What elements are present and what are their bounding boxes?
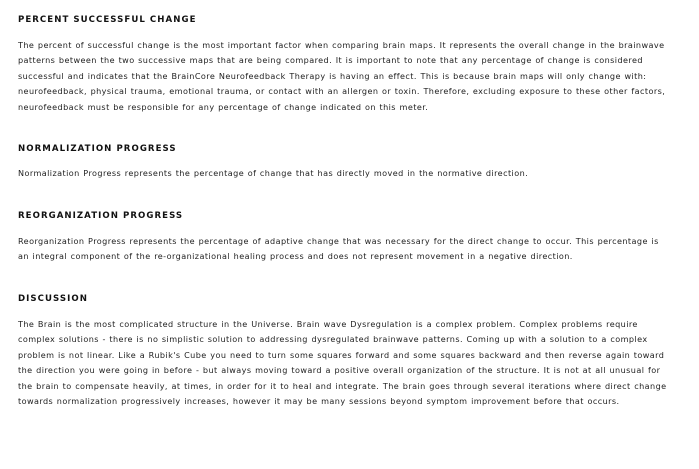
section-body: The percent of successful change is the most important factor when comparing brain maps. It represents the overall change in the brainwave patterns between the two successive maps that are being compared. It is important to note that any percentage of change is considered successful and indicates that the BrainCore Neurofeedback Therapy is having an effect. This is because brain maps will only change with: neurofeedback, physical trauma, emotional trauma, or contact with an allergen or toxin. Therefore, excluding exposure to these other factors, neurofeedback must be responsible for any percentage of change indicated on this meter. (18, 40, 666, 112)
section-discussion (18, 294, 668, 409)
section-body: The Brain is the most complicated structure in the Universe. Brain wave Dysregulation is a complex problem. Complex problems require complex solutions - there is no simplistic solution to addressing dysregulated brainwave patterns. Coming up with a solution to a complex problem is not linear. Like a Rubik's Cube you need to turn some squares forward and some squares backward and then reverse again toward the direction you were going in before - but always moving toward a positive overall organization of the structure. It is not at all unusual for the brain to compensate heavily, at times, in order for it to heal and integrate. The brain goes through several iterations where direct change towards normalization progressively increases, however it may be many sessions beyond symptom improvement before that occurs. (18, 319, 667, 407)
section-body: Normalization Progress represents the percentage of change that has directly moved in the normative direction. (18, 168, 529, 178)
section-heading: DISCUSSION (18, 294, 88, 304)
section-body: Reorganization Progress represents the percentage of adaptive change that was necessary for the direct change to occur. This percentage is an integral component of the re-organizational healing process and does not represent movement in a negative direction. (18, 236, 659, 262)
section-normalization-progress (18, 144, 668, 181)
section-heading: NORMALIZATION PROGRESS (18, 144, 177, 154)
section-heading: REORGANIZATION PROGRESS (18, 211, 184, 221)
section-percent-successful-change (18, 15, 668, 115)
section-reorganization-progress (18, 211, 668, 265)
section-heading: PERCENT SUCCESSFUL CHANGE (18, 15, 197, 25)
